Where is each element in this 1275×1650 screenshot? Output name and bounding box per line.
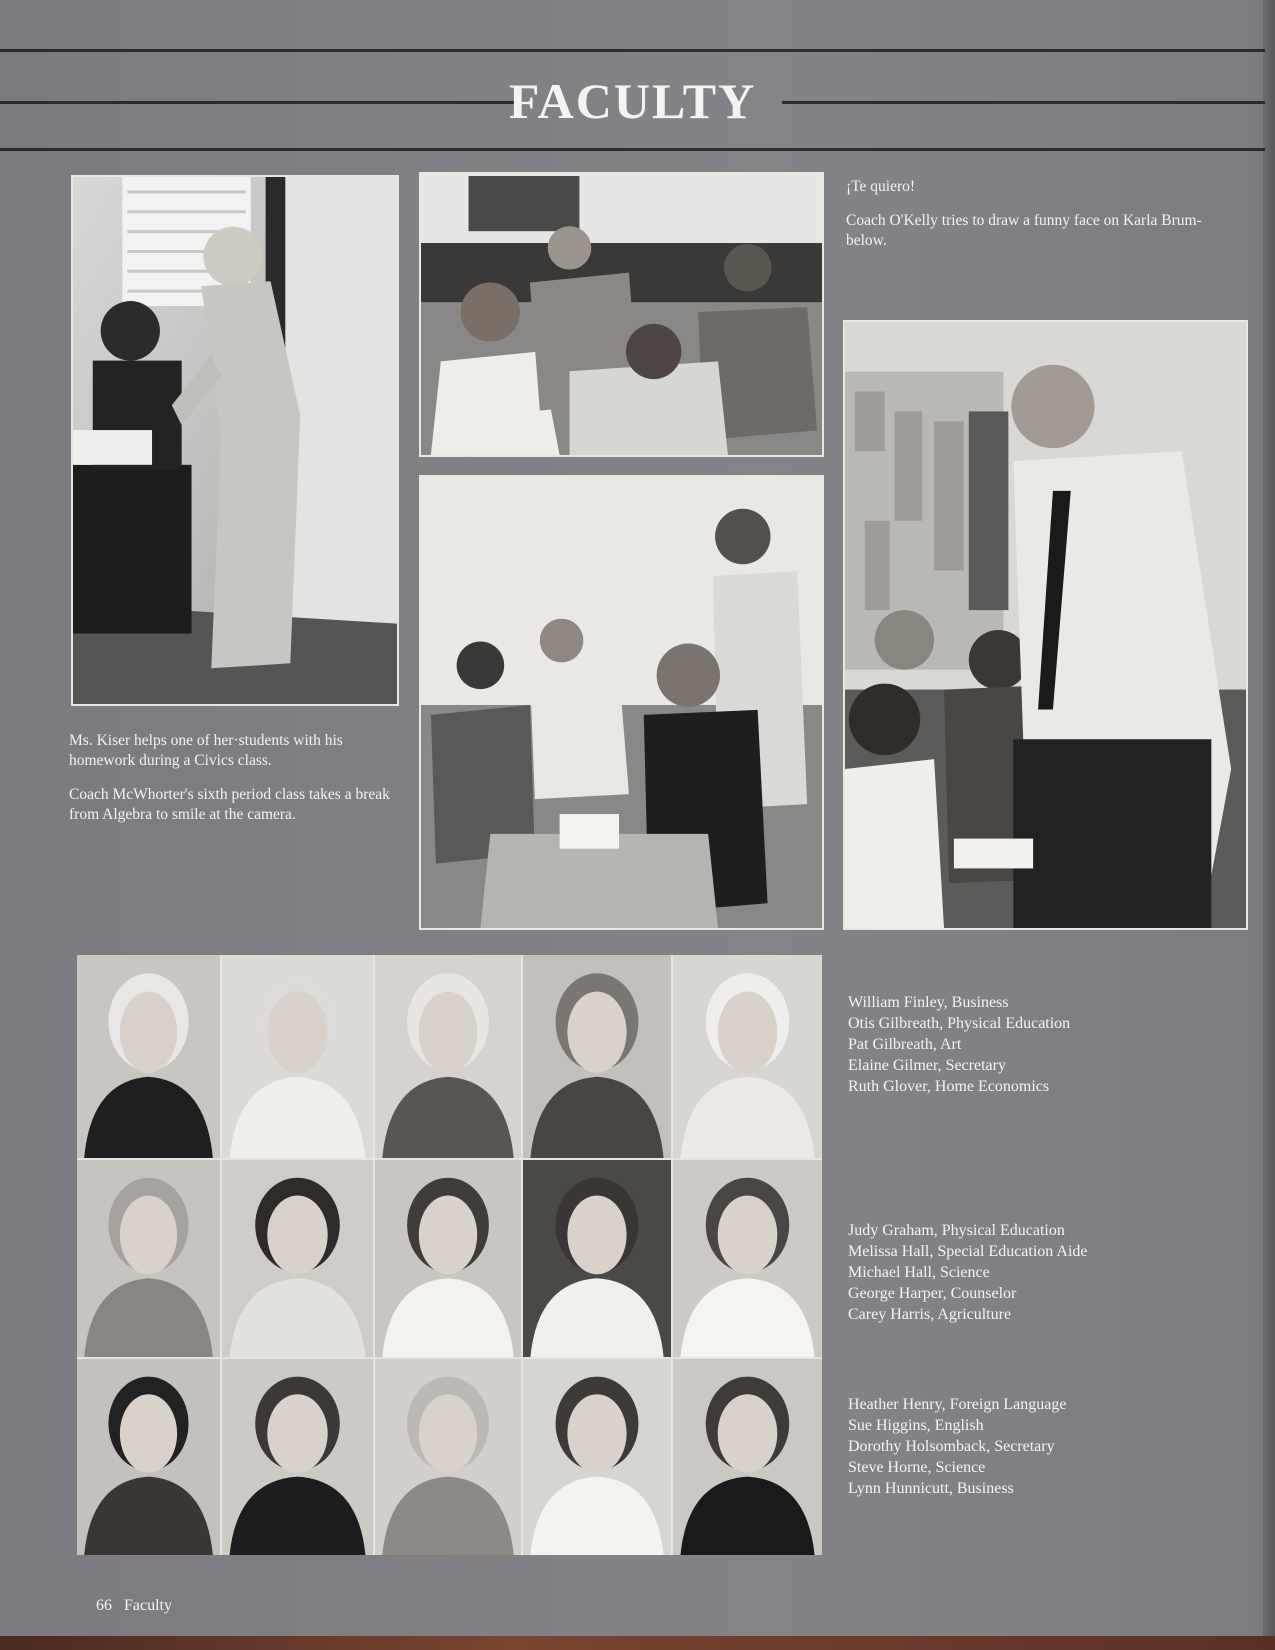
faculty-name: Judy Graham, Physical Education (848, 1222, 1065, 1239)
faculty-name: Heather Henry, Foreign Language (848, 1396, 1067, 1413)
faculty-portrait (523, 1160, 671, 1357)
faculty-portrait (523, 955, 671, 1158)
mcwhorter-caption: Coach McWhorter's sixth period class takes a break from Algebra to smile at the camera. (69, 786, 390, 823)
okelly-photo (843, 320, 1248, 930)
faculty-portrait (375, 1359, 521, 1555)
mcwhorter-class-photo (419, 475, 824, 930)
kiser-caption: Ms. Kiser helps one of her·students with his homework during a Civics class. (69, 732, 343, 769)
okelly-caption: Coach O'Kelly tries to draw a funny face on Karla Brum-below. (846, 212, 1202, 249)
faculty-name: Carey Harris, Agriculture (848, 1306, 1012, 1323)
faculty-portrait (673, 955, 822, 1158)
page-bottom-edge (0, 1636, 1275, 1650)
faculty-name: Lynn Hunnicutt, Business (848, 1480, 1014, 1497)
kiser-photo (71, 175, 399, 706)
page-spine-shadow (1263, 0, 1275, 1650)
faculty-name: George Harper, Counselor (848, 1285, 1017, 1302)
faculty-name: Melissa Hall, Special Education Aide (848, 1243, 1088, 1260)
faculty-names-row-1 (848, 992, 1070, 1097)
left-caption-block (69, 731, 394, 839)
faculty-name: Otis Gilbreath, Physical Education (848, 1015, 1071, 1032)
faculty-name: Dorothy Holsomback, Secretary (848, 1438, 1055, 1455)
faculty-portrait (222, 1359, 373, 1555)
faculty-portrait (77, 1160, 220, 1357)
page-footer (96, 1597, 184, 1615)
faculty-portrait (673, 1160, 822, 1357)
faculty-name: Ruth Glover, Home Economics (848, 1078, 1050, 1095)
section-name: Faculty (124, 1597, 172, 1614)
faculty-portrait (77, 1359, 220, 1555)
faculty-name: Pat Gilbreath, Art (848, 1036, 962, 1053)
faculty-portrait (375, 1160, 521, 1357)
classroom-top-photo (419, 172, 824, 457)
okelly-caption-block (846, 177, 1241, 265)
header-bottom-rule (0, 148, 1265, 151)
faculty-name: Sue Higgins, English (848, 1417, 984, 1434)
faculty-name: Steve Horne, Science (848, 1459, 986, 1476)
faculty-portrait-grid (77, 955, 822, 1555)
faculty-portrait (523, 1359, 671, 1555)
faculty-portrait (222, 955, 373, 1158)
faculty-portrait (222, 1160, 373, 1357)
faculty-portrait (673, 1359, 822, 1555)
faculty-names-row-3 (848, 1394, 1066, 1499)
faculty-names-row-2 (848, 1220, 1088, 1325)
faculty-name: Michael Hall, Science (848, 1264, 990, 1281)
page-number: 66 (96, 1597, 112, 1614)
page-title: FACULTY (508, 73, 757, 129)
te-quiero-caption: ¡Te quiero! (846, 178, 916, 195)
faculty-name: William Finley, Business (848, 994, 1009, 1011)
faculty-portrait (375, 955, 521, 1158)
top-rule (0, 49, 1265, 52)
faculty-name: Elaine Gilmer, Secretary (848, 1057, 1006, 1074)
faculty-portrait (77, 955, 220, 1158)
